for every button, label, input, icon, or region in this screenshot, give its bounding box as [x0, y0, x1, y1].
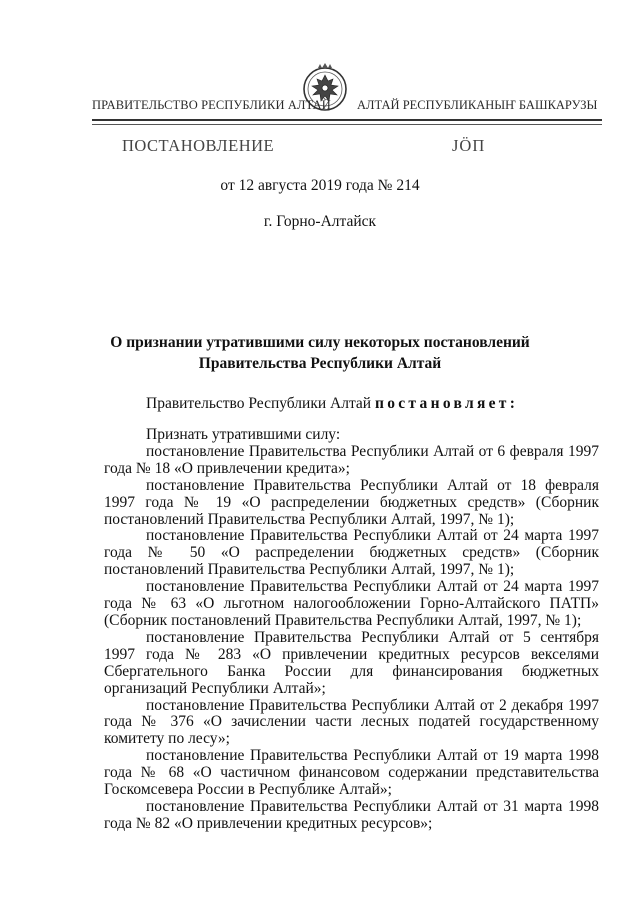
header-rule-thick — [92, 119, 602, 121]
list-item: постановление Правительства Республики Алтай от 18 февраля 1997 года № 19 «О распределении бюджетных средств» (Сборник постановлений Правительства Республики Алтай, 1997, № 1); — [104, 476, 599, 528]
list-item: постановление Правительства Республики Алтай от 31 марта 1998 года № 82 «О привлечении кредитных ресурсов»; — [104, 797, 599, 832]
list-item: постановление Правительства Республики Алтай от 24 марта 1997 года № 50 «О распределении бюджетных средств» (Сборник постановлений Правительства Республики Алтай, 1997, № 1); — [104, 527, 599, 579]
header-rule-thin — [92, 124, 602, 125]
list-item: постановление Правительства Республики Алтай от 6 февраля 1997 года № 18 «О привлечении кредита»; — [104, 442, 599, 477]
government-name-russian: ПРАВИТЕЛЬСТВО РЕСПУБЛИКИ АЛТАЙ — [92, 98, 331, 112]
list-item: постановление Правительства Республики Алтай от 24 марта 1997 года № 63 «О льготном налогообложении Горно-Алтайского ПАТП» (Сборник постановлений Правительства Республики Алтай, 1997, № 1); — [104, 578, 599, 629]
preamble — [146, 395, 518, 413]
document-type-russian: ПОСТАНОВЛЕНИЕ — [122, 136, 275, 155]
government-name-altai: АЛТАЙ РЕСПУБЛИКАНЫҤ БАШКАРУЗЫ — [357, 98, 598, 112]
document-city: г. Горно-Алтайск — [263, 213, 377, 230]
document-date-number: от 12 августа 2019 года № 214 — [220, 177, 420, 194]
preamble-subject: Правительство Республики Алтай — [146, 395, 372, 412]
document-body — [104, 427, 599, 833]
list-item: постановление Правительства Республики Алтай от 19 марта 1998 года № 68 «О частичном финансовом содержании представительства Госкомсевера России в Республике Алтай»; — [104, 747, 599, 799]
document-title — [90, 332, 550, 374]
body-intro: Признать утратившими силу: — [146, 426, 341, 443]
list-item: постановление Правительства Республики Алтай от 5 сентября 1997 года № 283 «О привлечении кредитных ресурсов векселями Сбергательного Банка России для финансирования бюджетных организаций Республики Алтай»; — [104, 628, 599, 697]
list-item: постановление Правительства Республики Алтай от 2 декабря 1997 года № 376 «О зачислении части лесных податей государственному комитету по лесу»; — [104, 696, 599, 748]
title-line-2: Правительства Республики Алтай — [198, 355, 442, 372]
preamble-verb: постановляет: — [374, 395, 519, 412]
title-line-1: О признании утратившими силу некоторых постановлений — [110, 334, 530, 351]
document-type-altai: ЈӦП — [452, 136, 486, 155]
